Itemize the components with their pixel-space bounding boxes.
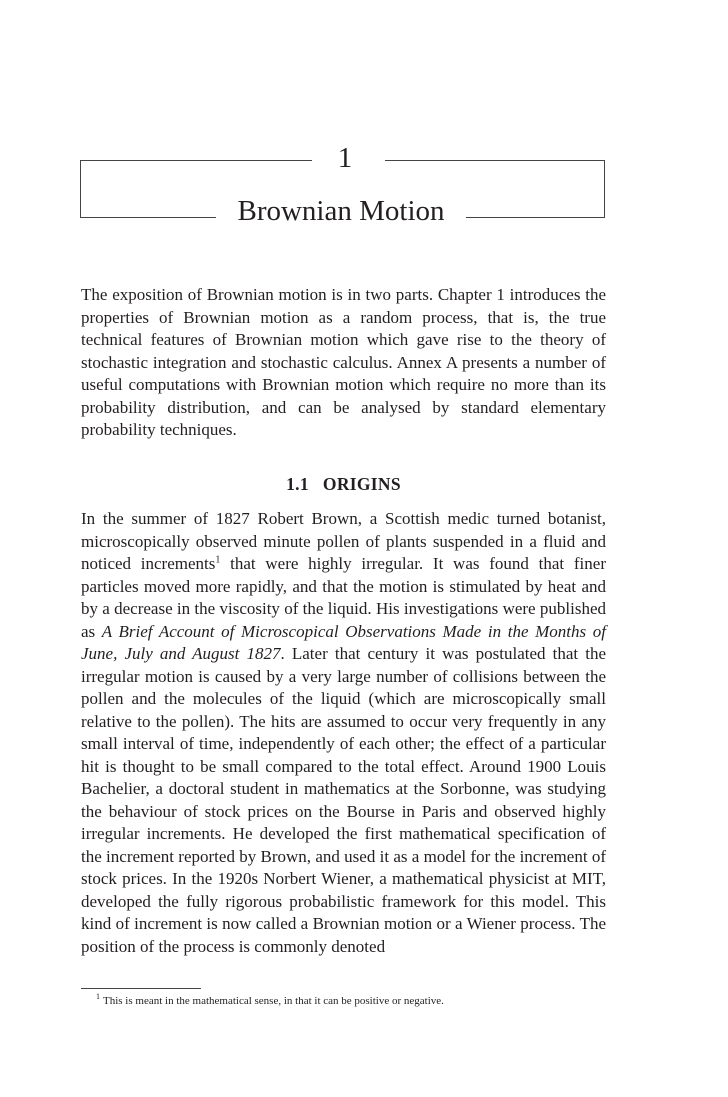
intro-paragraph: The exposition of Brownian motion is in two parts. Chapter 1 introduces the properties of Brownian motion as a random process, that is, the true technical features of Brownian motion which gave rise to the theory of stochastic integration and stochastic calculus. Annex A presents a number of useful computations with Brownian motion which require no more than its probability distribution, and can be analysed by standard elementary probability techniques. [81, 285, 606, 439]
chapter-frame-left [80, 160, 81, 218]
footnote [96, 993, 596, 1009]
chapter-frame-top-left [80, 160, 312, 161]
origins-paragraph [81, 508, 606, 958]
footnote-rule [81, 988, 201, 989]
chapter-frame-bottom-left [80, 217, 216, 218]
book-title: A Brief Account of Microscopical Observations Made in the Months of June, July and August 1827 [81, 621, 606, 663]
chapter-title: Brownian Motion [237, 195, 445, 227]
chapter-number: 1 [337, 142, 353, 174]
chapter-frame-right [604, 160, 605, 218]
chapter-frame-bottom-right [466, 217, 605, 218]
footnote-number: 1 [96, 992, 100, 1002]
origins-text-3: . Later that century it was postulated that the irregular motion is caused by a very large number of collisions between the pollen and the molecules of the liquid (which are microscopically small relative to the pollen). The hits are assumed to occur very frequently in any small interval of time, independently of each other; the effect of a particular hit is thought to be small compared to the total effect. Around 1900 Louis Bachelier, a doctoral student in mathematics at the Sorbonne, was studying the behaviour of stock prices on the Bourse in Paris and observed highly irregular increments. He developed the first mathematical specification of the increment reported by Brown, and used it as a model for the increment of stock prices. In the 1920s Norbert Wiener, a mathematical physicist at MIT, developed the fully rigorous probabilistic framework for this model. This kind of increment is now called a Brownian motion or a Wiener process. The position of the process is commonly denoted [81, 644, 606, 956]
footnote-text: This is meant in the mathematical sense, in that it can be positive or negative. [103, 995, 444, 1007]
footnote-marker: 1 [215, 554, 221, 566]
section-number: 1.1 [286, 474, 309, 494]
origins-text-1: In the summer of 1827 Robert Brown, a Scottish medic turned botanist, microscopically observed minute pollen of plants suspended in a fluid and noticed increments [81, 509, 606, 573]
section-title: ORIGINS [322, 474, 401, 494]
section-heading [81, 470, 606, 498]
origins-text-2: that were highly irregular. It was found that finer particles moved more rapidly, and that the motion is stimulated by heat and by a decrease in the viscosity of the liquid. His investigations were published as [81, 554, 606, 641]
chapter-frame-top-right [385, 160, 605, 161]
